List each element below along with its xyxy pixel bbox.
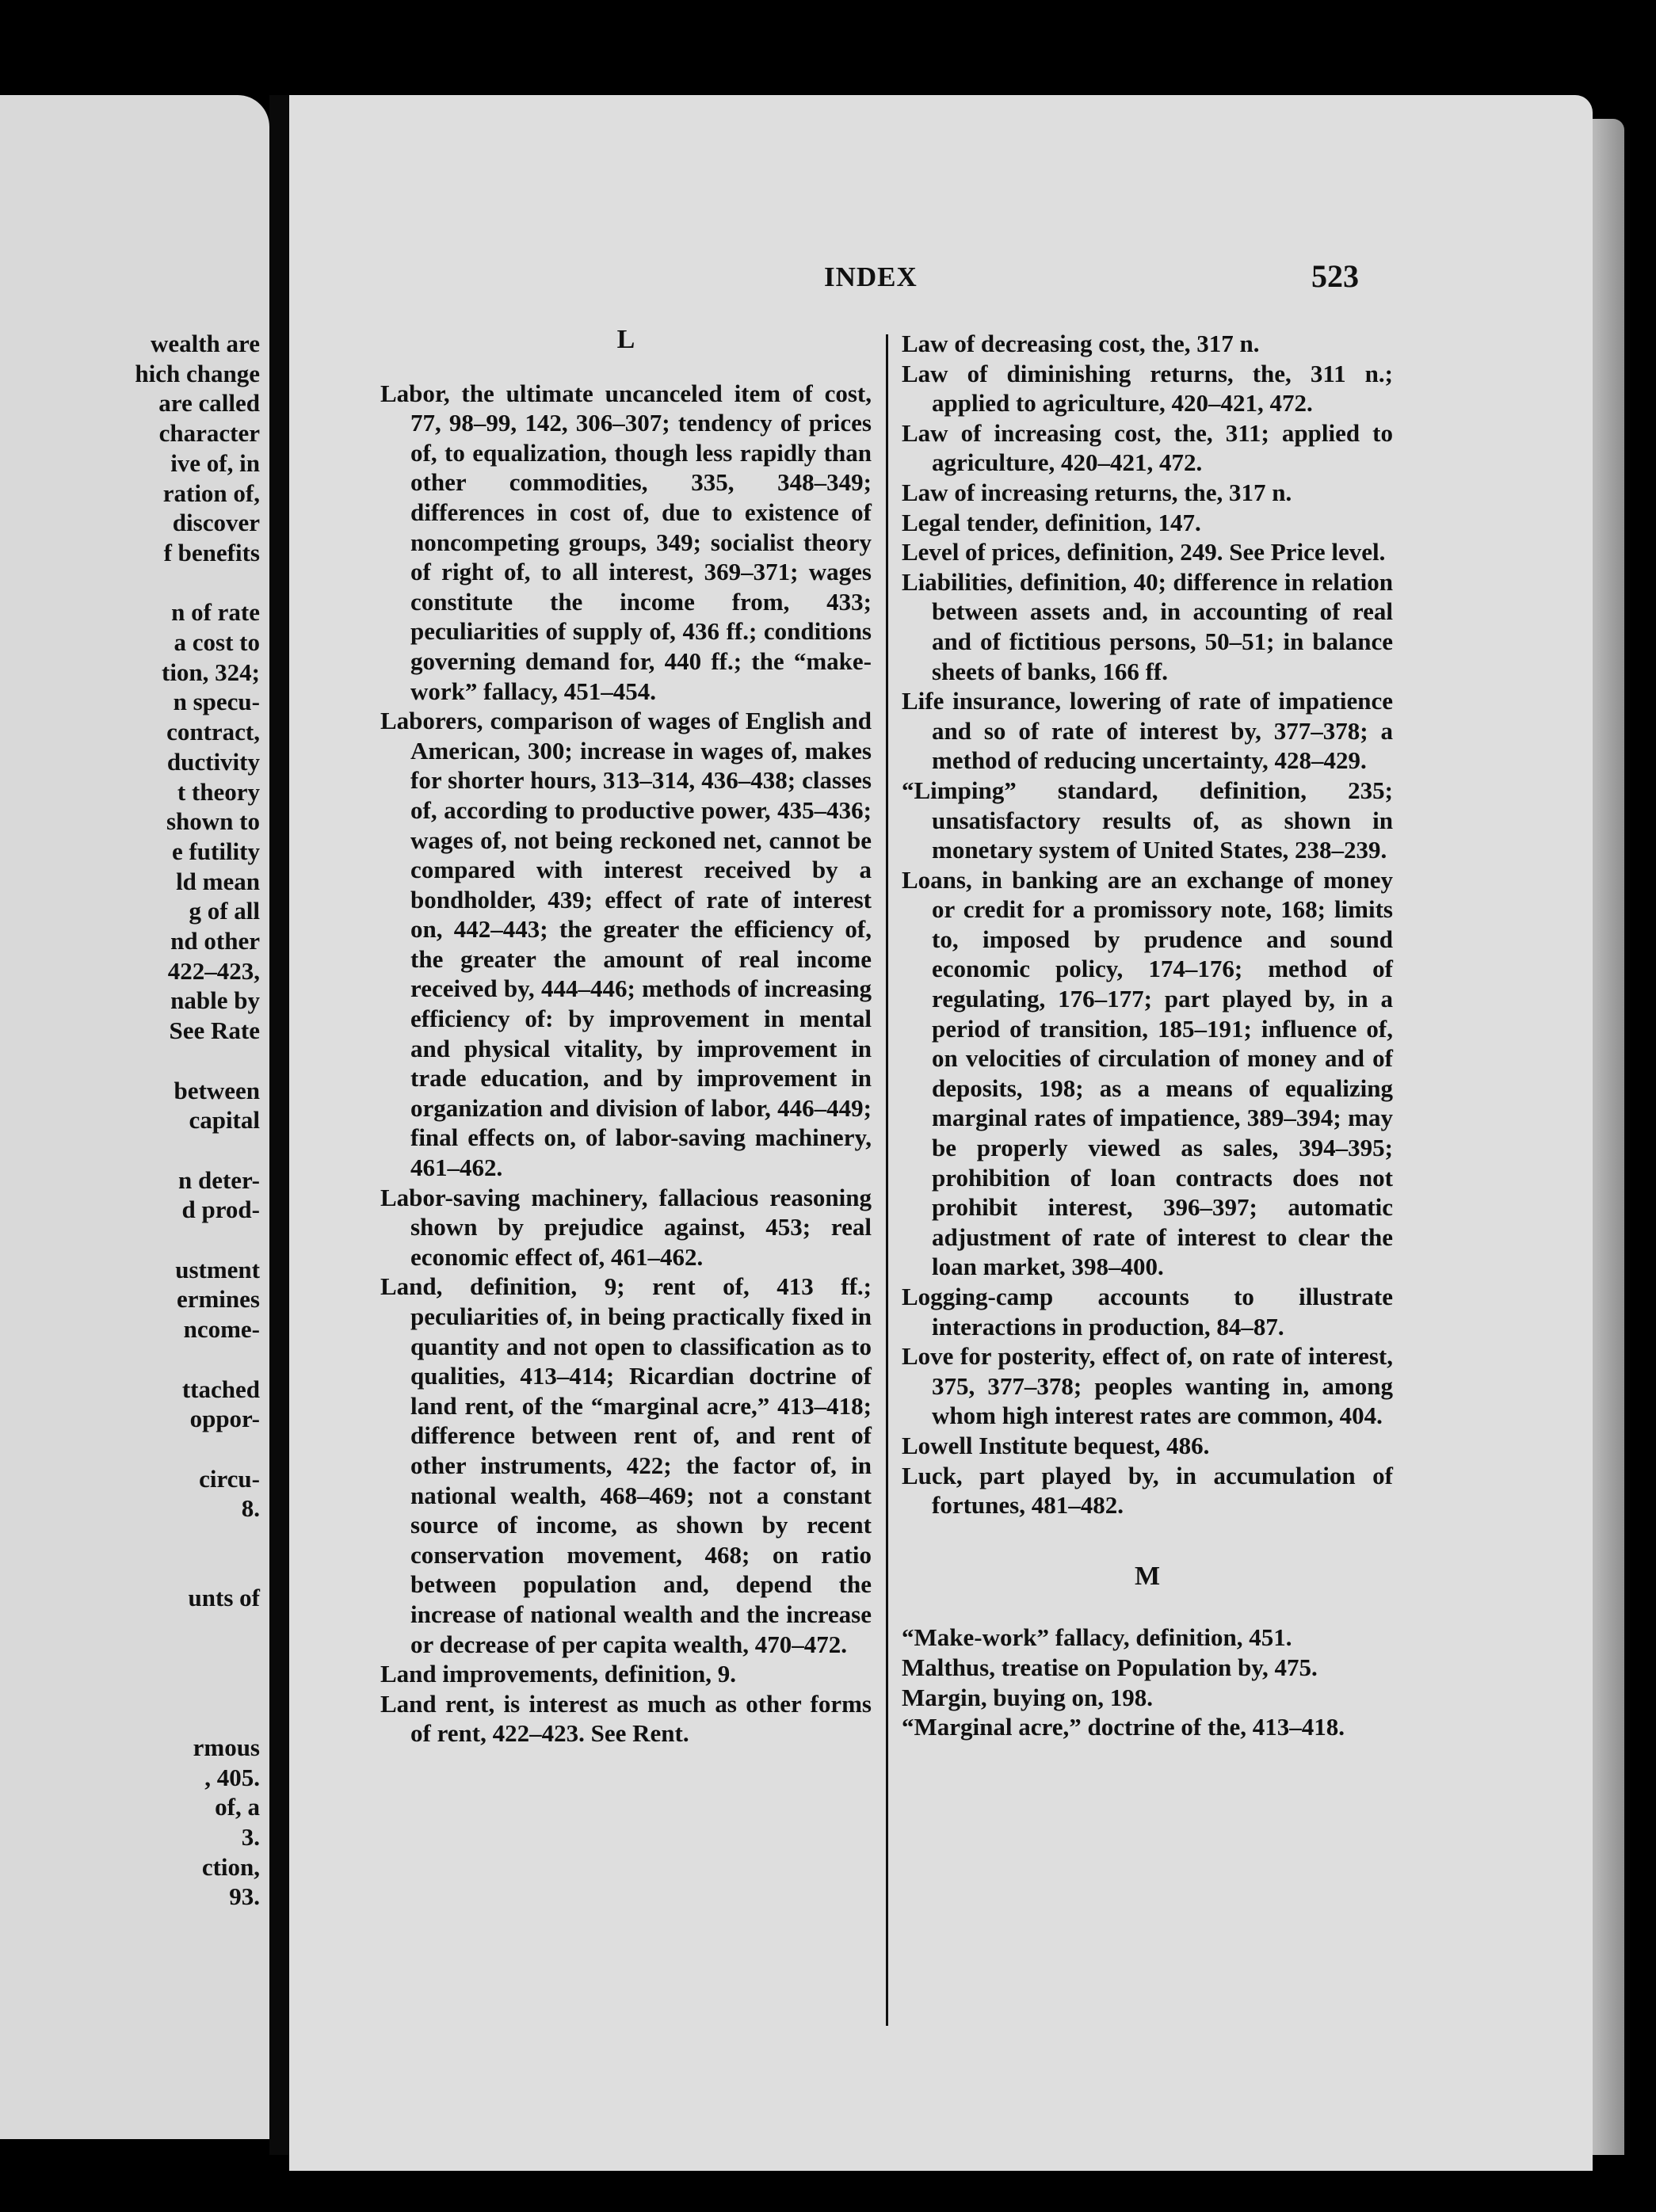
facing-page-line: ive of, in [170, 448, 260, 477]
index-entry: Law of decreasing cost, the, 317 n. [902, 330, 1260, 357]
facing-page-line: ermines [176, 1285, 260, 1314]
facing-page-line: nd other [170, 927, 260, 955]
section-letter-m: M [1134, 1561, 1161, 1591]
index-entry: Malthus, treatise on Population by, 475. [902, 1653, 1318, 1681]
gutter [269, 95, 289, 2155]
facing-page-line: of, a [215, 1793, 260, 1821]
running-head: INDEX [824, 261, 918, 292]
facing-page-line: ction, [201, 1852, 260, 1881]
index-entry: Life insurance, lowering of rate of impatience and so of rate of interest by, 377–378; a method of reducing uncertainty, 428–429. [902, 687, 1393, 775]
index-entry: Land improvements, definition, 9. [380, 1660, 736, 1688]
facing-page-line: contract, [166, 718, 260, 746]
facing-page-line: 8. [241, 1494, 260, 1523]
index-entry: Liabilities, definition, 40; difference in relation between assets and, in accounting of real and of fictitious persons, 50–51; in balance sheets of banks, 166 ff. [902, 567, 1393, 685]
facing-page-line: e futility [171, 837, 260, 865]
page-number: 523 [1311, 258, 1359, 294]
index-entry: Land rent, is interest as much as other forms of rent, 422–423. See Rent. [380, 1689, 872, 1748]
index-entry: Labor, the ultimate uncanceled item of cost, 77, 98–99, 142, 306–307; tendency of prices of, to equalization, though less rapidly than other commodities, 335, 348–349; differences in cost of, due to existence of noncompeting groups, 349; socialist theory of right of, to all interest, 369–371; wages constitute the income from, 433; peculiarities of supply of, 436 ff.; conditions governing demand for, 440 ff.; the “make-work” fallacy, 451–454. [380, 379, 872, 705]
facing-page-line: nable by [170, 986, 260, 1015]
facing-page-line: ustment [175, 1255, 260, 1283]
facing-page-line: n of rate [171, 598, 260, 627]
index-entry: Legal tender, definition, 147. [902, 508, 1201, 536]
facing-page-line: See Rate [169, 1016, 260, 1045]
index-entry: “Marginal acre,” doctrine of the, 413–418. [902, 1713, 1345, 1741]
index-entry: Laborers, comparison of wages of English and American, 300; increase in wages of, makes for shorter hours, 313–314, 436–438; classes of, according to productive power, 435–436; wages of, not being reckoned net, cannot be compared with interest received by a bondholder, 439; effect of rate of interest on, 442–443; the greater the efficiency of, the greater the amount of real income received by, 444–446; methods of increasing efficiency of: by improvement in mental and physical vitality, by improvement in trade education, and by improvement in organization and division of labor, 446–449; final effects on, of labor-saving machinery, 461–462. [380, 707, 872, 1182]
facing-page-line: unts of [188, 1584, 260, 1612]
index-entry: “Limping” standard, definition, 235; unsatisfactory results of, as shown in monetary system of United States, 238–239. [902, 776, 1393, 864]
index-entry: Margin, buying on, 198. [902, 1683, 1153, 1711]
facing-page-line: a cost to [174, 628, 260, 656]
facing-page-line: ttached [181, 1375, 260, 1403]
index-page [289, 95, 1593, 2171]
index-entry: Law of increasing returns, the, 317 n. [902, 478, 1292, 506]
column-rule [886, 334, 888, 2026]
facing-page-line: oppor- [189, 1405, 260, 1433]
index-column-left [380, 325, 872, 1749]
facing-page-line: rmous [193, 1733, 260, 1761]
facing-page-line: character [158, 419, 260, 448]
facing-page [0, 95, 269, 2139]
index-entry: Labor-saving machinery, fallacious reasoning shown by prejudice against, 453; real economic effect of, 461–462. [380, 1183, 872, 1271]
facing-page-line: capital [189, 1106, 260, 1135]
facing-page-line: discover [172, 509, 260, 537]
facing-page-line: 93. [229, 1882, 260, 1911]
facing-page-line: g of all [189, 897, 260, 925]
facing-page-line: tion, 324; [162, 658, 260, 686]
index-entry: Luck, part played by, in accumulation of fortunes, 481–482. [902, 1461, 1393, 1520]
facing-page-line: 3. [241, 1823, 260, 1851]
facing-page-line: are called [158, 389, 260, 418]
index-entry: Lowell Institute bequest, 486. [902, 1431, 1210, 1459]
facing-page-line: between [174, 1076, 260, 1104]
facing-page-line: hich change [135, 359, 260, 387]
facing-page-line: shown to [166, 807, 260, 836]
facing-page-line: ncome- [183, 1315, 260, 1344]
index-entry: Logging-camp accounts to illustrate interactions in production, 84–87. [902, 1283, 1393, 1341]
index-entry: Law of diminishing returns, the, 311 n.; applied to agriculture, 420–421, 472. [902, 359, 1393, 418]
facing-page-line: ductivity [166, 747, 260, 776]
index-entry: Level of prices, definition, 249. See Price level. [902, 538, 1386, 566]
index-entry: Land, definition, 9; rent of, 413 ff.; peculiarities of, in being practically fixed in quantity and not open to classification as to qualities, 413–414; Ricardian doctrine of land rent, of the “marginal acre,” 413–418; difference between rent of, and rent of other instruments, 422; the factor of, in national wealth, 468–469; not a constant source of income, as shown by recent conservation movement, 468; on ratio between population and, depend the increase of national wealth and the increase or decrease of per capita wealth, 470–472. [380, 1272, 872, 1658]
index-column-right [902, 329, 1393, 1742]
facing-page-line: ration of, [162, 479, 260, 507]
page-edge [1591, 119, 1624, 2155]
facing-page-line: t theory [177, 777, 260, 806]
index-entry: “Make-work” fallacy, definition, 451. [902, 1623, 1292, 1652]
facing-page-line: circu- [199, 1464, 260, 1493]
index-entry: Law of increasing cost, the, 311; applied to agriculture, 420–421, 472. [902, 418, 1393, 477]
facing-page-line: , 405. [204, 1763, 260, 1791]
facing-page-line: ld mean [176, 867, 260, 895]
facing-page-line: 422–423, [167, 956, 260, 985]
facing-page-line: f benefits [163, 538, 260, 566]
facing-page-line: wealth are [150, 330, 260, 357]
section-letter-l: L [616, 325, 635, 354]
facing-page-line: n deter- [177, 1165, 260, 1194]
facing-page-line: d prod- [181, 1196, 260, 1224]
index-entry: Loans, in banking are an exchange of money or credit for a promissory note, 168; limits to, imposed by prudence and sound economic policy, 174–176; method of regulating, 176–177; part played by, in a period of transition, 185–191; influence of, on velocities of circulation of money and of deposits, 198; as a means of equalizing marginal rates of impatience, 389–394; may be properly viewed as sales, 394–395; prohibition of loan contracts does not prohibit interest, 396–397; automatic adjustment of rate of interest to clear the loan market, 398–400. [902, 865, 1393, 1281]
facing-page-line: n specu- [173, 688, 260, 716]
index-entry: Love for posterity, effect of, on rate of interest, 375, 377–378; peoples wanting in, among whom high interest rates are common, 404. [902, 1342, 1393, 1430]
